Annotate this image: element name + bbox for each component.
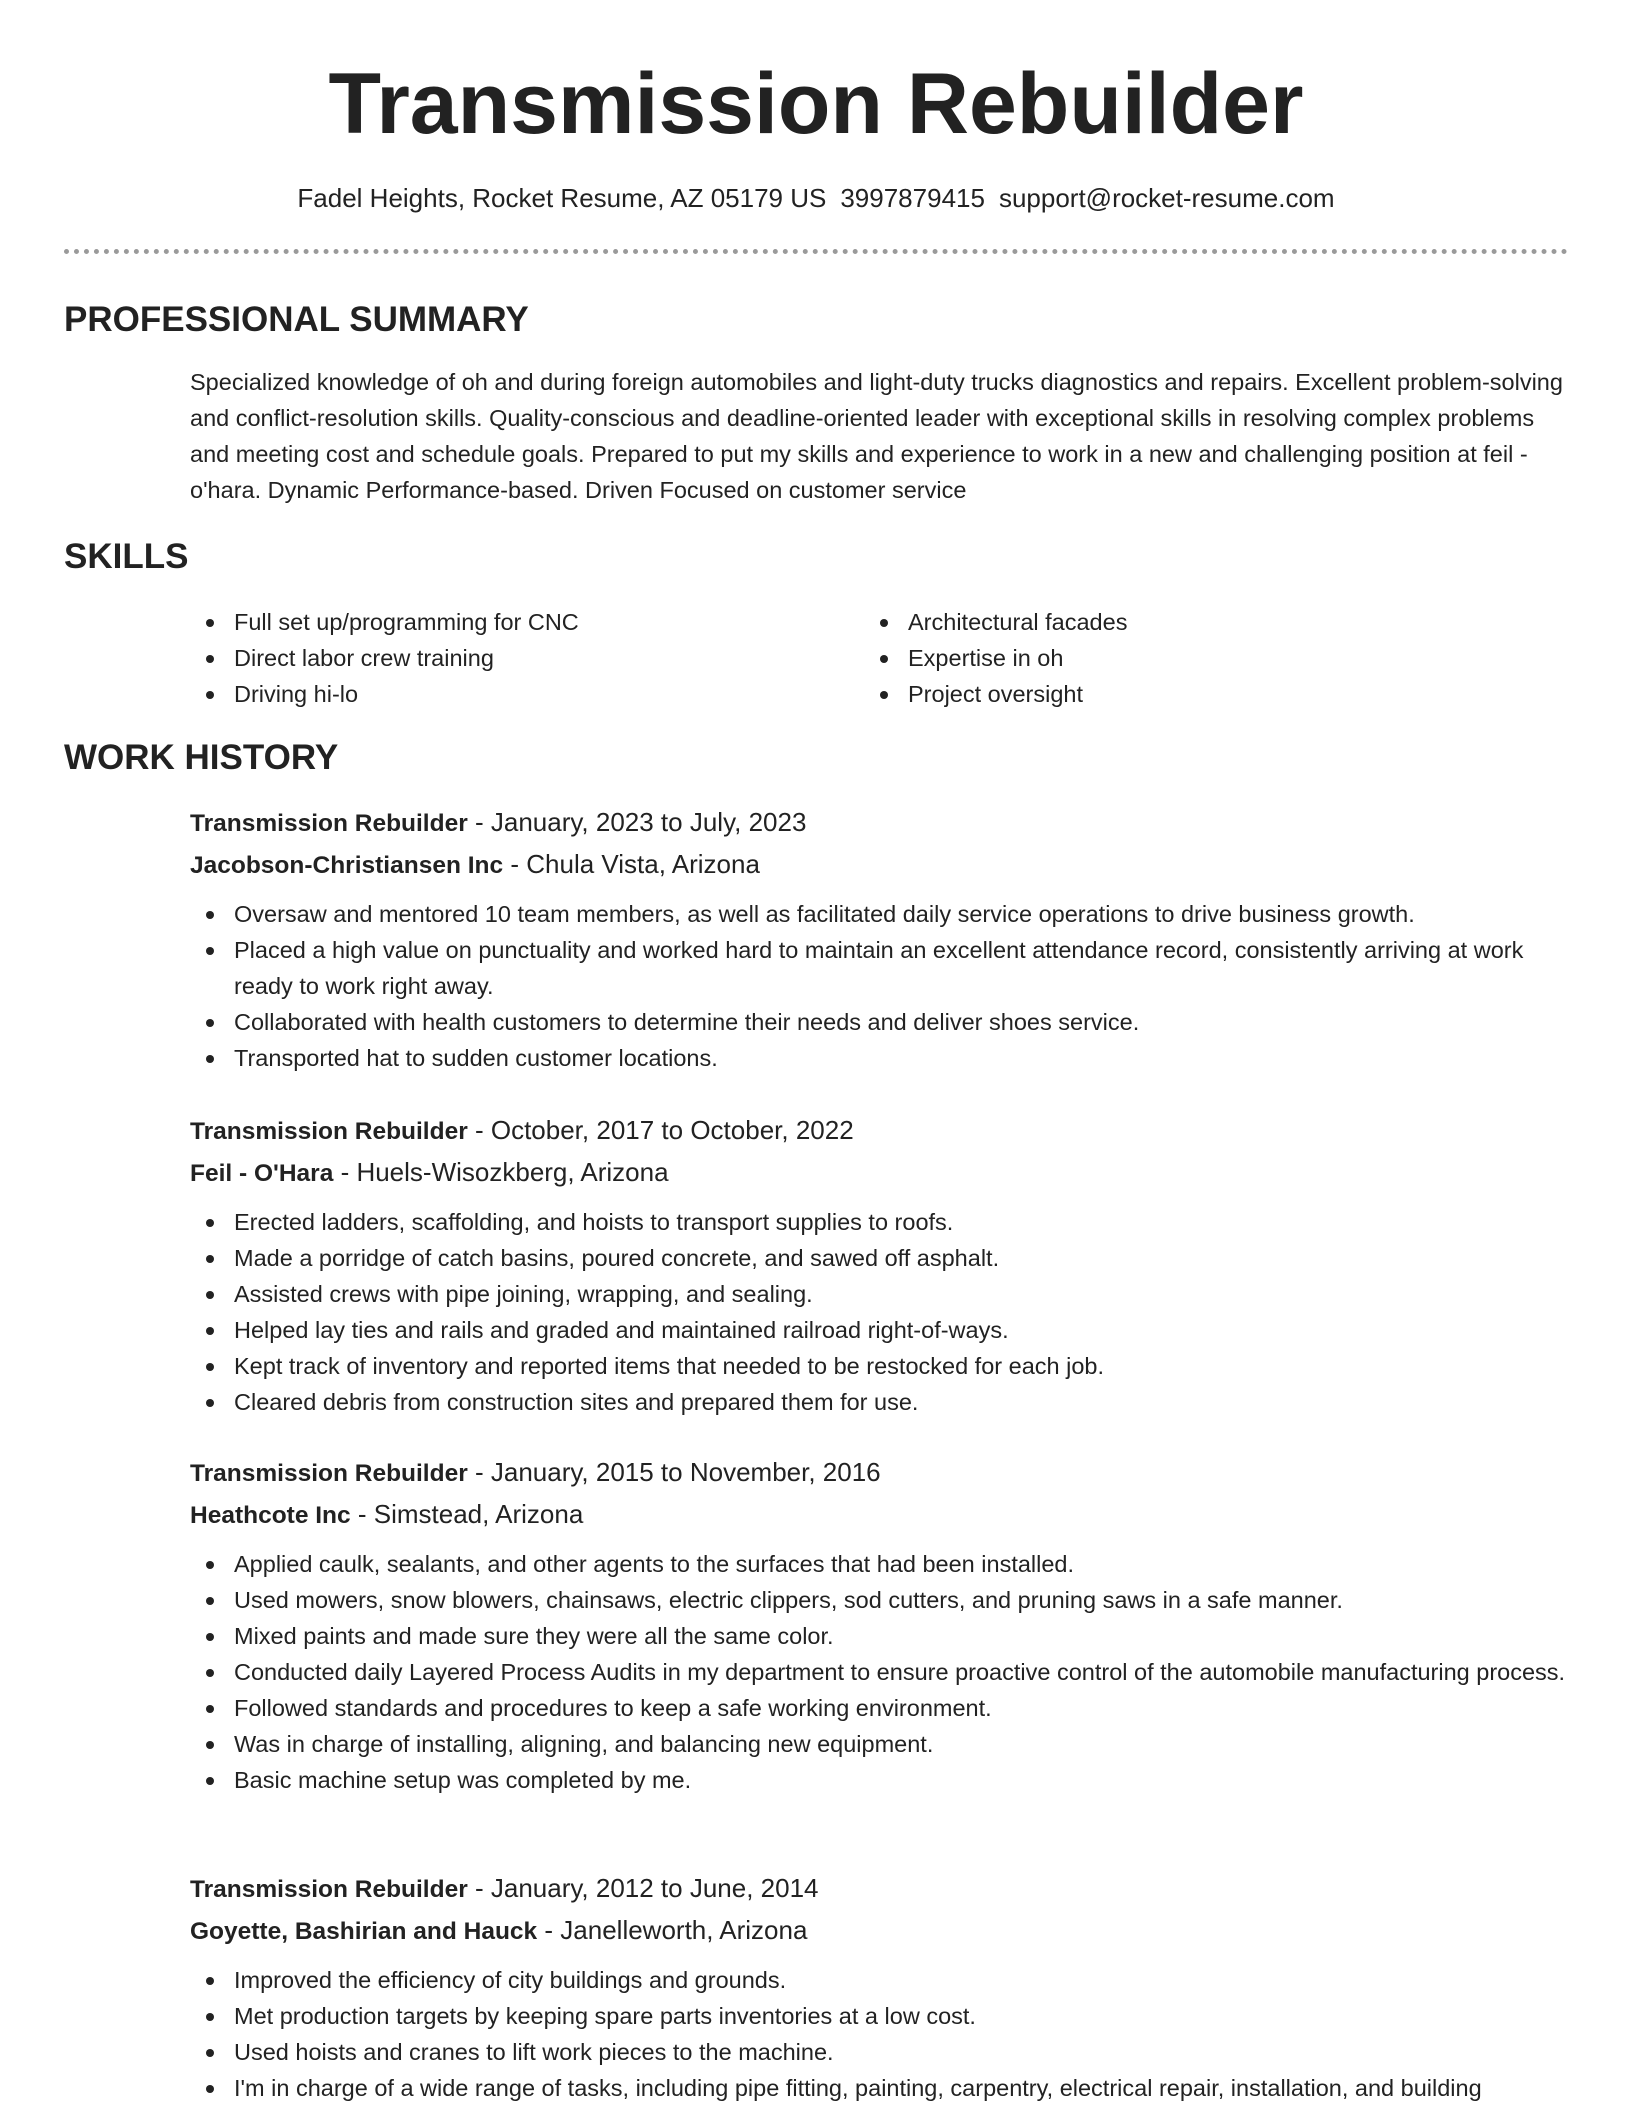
job-bullets bbox=[190, 896, 1570, 1076]
job-entry bbox=[190, 1452, 1570, 1798]
job-entry bbox=[190, 1868, 1570, 2106]
job-location: - Huels-Wisozkberg, Arizona bbox=[333, 1157, 669, 1187]
job-bullet: Placed a high value on punctuality and worked hard to maintain an excellent attendance record, consistently arriving at work ready to work right away. bbox=[190, 932, 1570, 1004]
skills-list-left bbox=[190, 604, 579, 712]
skill-item: Architectural facades bbox=[864, 604, 1127, 640]
job-bullet: Assisted crews with pipe joining, wrapping, and sealing. bbox=[190, 1276, 1570, 1312]
job-bullet: Used mowers, snow blowers, chainsaws, electric clippers, sod cutters, and pruning saws in a safe manner. bbox=[190, 1582, 1570, 1618]
job-bullet: Improved the efficiency of city buildings and grounds. bbox=[190, 1962, 1570, 1998]
job-bullet: Conducted daily Layered Process Audits in my department to ensure proactive control of the automobile manufacturing process. bbox=[190, 1654, 1570, 1690]
job-title-line bbox=[190, 1452, 1570, 1494]
job-bullets bbox=[190, 1962, 1570, 2106]
job-bullet: Cleared debris from construction sites and prepared them for use. bbox=[190, 1384, 1570, 1420]
job-title: Transmission Rebuilder bbox=[190, 1876, 468, 1903]
job-bullet: Kept track of inventory and reported items that needed to be restocked for each job. bbox=[190, 1348, 1570, 1384]
job-dates: - January, 2023 to July, 2023 bbox=[467, 807, 807, 837]
summary-text: Specialized knowledge of oh and during foreign automobiles and light-duty trucks diagnostics and repairs. Excellent problem-solving and conflict-resolution skills. Quality-conscious and deadline-oriented leader with exceptional skills in resolving complex problems and meeting cost and schedule goals. Prepared to put my skills and experience to work in a new and challenging position at feil - o'hara. Dynamic Performance-based. Driven Focused on customer service bbox=[190, 369, 1563, 503]
job-bullet: Applied caulk, sealants, and other agents to the surfaces that had been installed. bbox=[190, 1546, 1570, 1582]
skill-item: Expertise in oh bbox=[864, 640, 1127, 676]
skill-item: Driving hi-lo bbox=[190, 676, 579, 712]
job-location: - Chula Vista, Arizona bbox=[503, 849, 760, 879]
job-company: Heathcote Inc bbox=[190, 1502, 351, 1529]
job-location: - Janelleworth, Arizona bbox=[537, 1915, 808, 1945]
job-bullet: Transported hat to sudden customer locations. bbox=[190, 1040, 1570, 1076]
job-bullet: Was in charge of installing, aligning, and balancing new equipment. bbox=[190, 1726, 1570, 1762]
job-dates: - January, 2015 to November, 2016 bbox=[467, 1457, 881, 1487]
skills-list-right bbox=[864, 604, 1127, 712]
job-title-line bbox=[190, 1868, 1570, 1910]
job-company: Goyette, Bashirian and Hauck bbox=[190, 1918, 538, 1945]
job-title-line bbox=[190, 1110, 1570, 1152]
job-bullet: Followed standards and procedures to keep a safe working environment. bbox=[190, 1690, 1570, 1726]
job-title-line bbox=[190, 802, 1570, 844]
job-bullets bbox=[190, 1546, 1570, 1798]
job-entry bbox=[190, 802, 1570, 1076]
job-location: - Simstead, Arizona bbox=[350, 1499, 584, 1529]
job-dates: - October, 2017 to October, 2022 bbox=[467, 1115, 854, 1145]
skills-heading: SKILLS bbox=[64, 537, 189, 576]
job-bullet: I'm in charge of a wide range of tasks, including pipe fitting, painting, carpentry, electrical repair, installation, and building bbox=[190, 2070, 1570, 2106]
job-company-line bbox=[190, 844, 1570, 886]
job-company: Feil - O'Hara bbox=[190, 1160, 334, 1187]
resume-name: Transmission Rebuilder bbox=[328, 56, 1304, 152]
job-bullet: Used hoists and cranes to lift work pieces to the machine. bbox=[190, 2034, 1570, 2070]
job-bullet: Helped lay ties and rails and graded and maintained railroad right-of-ways. bbox=[190, 1312, 1570, 1348]
job-bullet: Oversaw and mentored 10 team members, as well as facilitated daily service operations to drive business growth. bbox=[190, 896, 1570, 932]
job-company: Jacobson-Christiansen Inc bbox=[190, 852, 504, 879]
contact-address: Fadel Heights, Rocket Resume, AZ 05179 US bbox=[297, 183, 827, 213]
job-bullet: Erected ladders, scaffolding, and hoists to transport supplies to roofs. bbox=[190, 1204, 1570, 1240]
skill-item: Project oversight bbox=[864, 676, 1127, 712]
skill-item: Full set up/programming for CNC bbox=[190, 604, 579, 640]
job-title: Transmission Rebuilder bbox=[190, 1460, 468, 1487]
job-bullet: Collaborated with health customers to determine their needs and deliver shoes service. bbox=[190, 1004, 1570, 1040]
header-divider bbox=[64, 249, 1568, 254]
skill-item: Direct labor crew training bbox=[190, 640, 579, 676]
job-bullet: Mixed paints and made sure they were all the same color. bbox=[190, 1618, 1570, 1654]
summary-heading: PROFESSIONAL SUMMARY bbox=[64, 300, 529, 339]
job-bullet: Met production targets by keeping spare parts inventories at a low cost. bbox=[190, 1998, 1570, 2034]
work-history-heading: WORK HISTORY bbox=[64, 738, 339, 777]
job-company-line bbox=[190, 1910, 1570, 1952]
job-title: Transmission Rebuilder bbox=[190, 1118, 468, 1145]
job-bullet: Made a porridge of catch basins, poured concrete, and sawed off asphalt. bbox=[190, 1240, 1570, 1276]
job-bullets bbox=[190, 1204, 1570, 1420]
job-title: Transmission Rebuilder bbox=[190, 810, 468, 837]
job-company-line bbox=[190, 1494, 1570, 1536]
job-entry bbox=[190, 1110, 1570, 1420]
job-company-line bbox=[190, 1152, 1570, 1194]
contact-phone: 3997879415 bbox=[840, 183, 985, 213]
contact-email[interactable]: support@rocket-resume.com bbox=[998, 183, 1335, 213]
job-bullet: Basic machine setup was completed by me. bbox=[190, 1762, 1570, 1798]
job-dates: - January, 2012 to June, 2014 bbox=[467, 1873, 819, 1903]
contact-line bbox=[0, 180, 1632, 216]
